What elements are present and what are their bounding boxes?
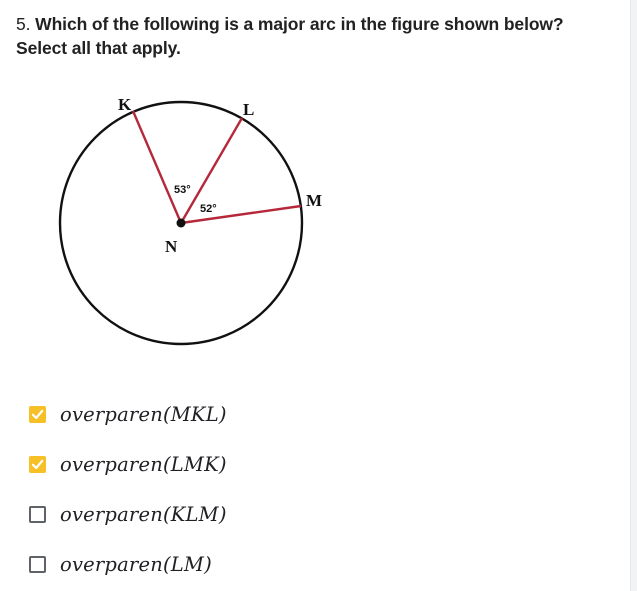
question-text [16,12,616,60]
scrollbar-track[interactable] [630,0,637,591]
option-label-klm: overparen(KLM) [60,502,227,526]
center-point [177,219,186,228]
circle-diagram [56,92,326,354]
question-prompt: Which of the following is a major arc in the figure shown below? Select all that apply. [16,14,564,58]
option-lmk[interactable] [29,439,227,489]
checkmark-icon [31,408,44,421]
angle-label-lnm: 52° [200,203,217,215]
option-lm[interactable] [29,539,227,589]
checkmark-icon [31,458,44,471]
radius-nk [133,111,181,223]
question-number: 5. [16,14,31,34]
option-label-lmk: overparen(LMK) [60,452,227,476]
option-label-lm: overparen(LM) [60,552,212,576]
angle-label-knl: 53° [174,184,191,196]
point-label-n: N [165,237,178,256]
point-label-m: M [306,191,323,210]
radius-nm [181,206,301,223]
circle-figure [56,92,326,354]
point-label-k: K [118,95,132,114]
option-mkl[interactable] [29,389,227,439]
answer-options [29,389,227,589]
checkbox-lmk[interactable] [29,456,46,473]
checkbox-lm[interactable] [29,556,46,573]
point-label-l: L [243,100,255,119]
checkbox-klm[interactable] [29,506,46,523]
checkbox-mkl[interactable] [29,406,46,423]
option-klm[interactable] [29,489,227,539]
option-label-mkl: overparen(MKL) [60,402,227,426]
